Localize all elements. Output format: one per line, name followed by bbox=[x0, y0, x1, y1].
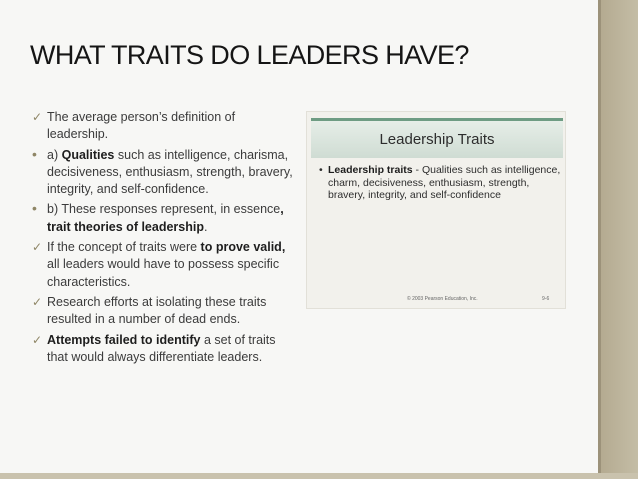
bullet-text-bold: Qualities bbox=[61, 147, 115, 162]
bullet-text-pre: a) bbox=[47, 147, 62, 162]
embedded-definition: - Qualities such as intelligence, charm, decisiveness, enthusiasm, strength, bravery, integrity, and self-confidence bbox=[328, 164, 561, 202]
bullet-text: The average person’s definition of leadership. bbox=[47, 110, 236, 142]
bullet-list bbox=[32, 109, 294, 369]
bullet-item bbox=[32, 332, 294, 367]
slide-title: WHAT TRAITS DO LEADERS HAVE? bbox=[30, 40, 469, 70]
check-icon: ✓ bbox=[32, 332, 43, 347]
bullet-text-post: such as intelligence, charisma, decisiveness, enthusiasm, strength, bravery, integrity, and self-confidence. bbox=[47, 147, 293, 197]
embedded-term: Leadership traits bbox=[328, 164, 413, 176]
bullet-text-post: a set of traits that would always differentiate leaders. bbox=[47, 332, 276, 364]
check-icon: ✓ bbox=[32, 294, 43, 309]
bullet-dot-icon: • bbox=[319, 164, 323, 176]
embedded-slide-header bbox=[311, 118, 563, 158]
bullet-item bbox=[32, 294, 294, 329]
embedded-slide-title: Leadership Traits bbox=[379, 131, 495, 148]
bullet-item bbox=[32, 239, 294, 291]
bullet-text-bold: to prove valid, bbox=[200, 240, 286, 255]
embedded-slide-image bbox=[307, 112, 565, 308]
bullet-text: Research efforts at isolating these traits resulted in a number of dead ends. bbox=[47, 294, 267, 327]
decorative-bottom-band bbox=[0, 473, 638, 479]
bullet-text-bold: Attempts failed to identify bbox=[47, 332, 201, 347]
page-number: 9-6 bbox=[542, 296, 550, 302]
decorative-side-band bbox=[598, 0, 638, 479]
embedded-slide-body bbox=[319, 164, 568, 202]
bullet-item bbox=[32, 201, 294, 236]
bullet-item bbox=[32, 147, 294, 199]
bullet-dot-icon: • bbox=[32, 200, 37, 217]
bullet-text-post: all leaders would have to possess specific characteristics. bbox=[47, 257, 280, 289]
bullet-text-pre: If the concept of traits were bbox=[47, 240, 201, 255]
bullet-dot-icon: • bbox=[32, 145, 37, 162]
bullet-item bbox=[32, 109, 294, 144]
check-icon: ✓ bbox=[32, 110, 43, 124]
bullet-text-bold: , trait theories of leadership bbox=[47, 202, 284, 234]
copyright-text: © 2003 Pearson Education, Inc. bbox=[407, 296, 478, 302]
check-icon: ✓ bbox=[32, 240, 43, 255]
bullet-text-pre: b) These responses represent, in essence bbox=[47, 202, 281, 217]
bullet-text-post: . bbox=[203, 219, 208, 234]
